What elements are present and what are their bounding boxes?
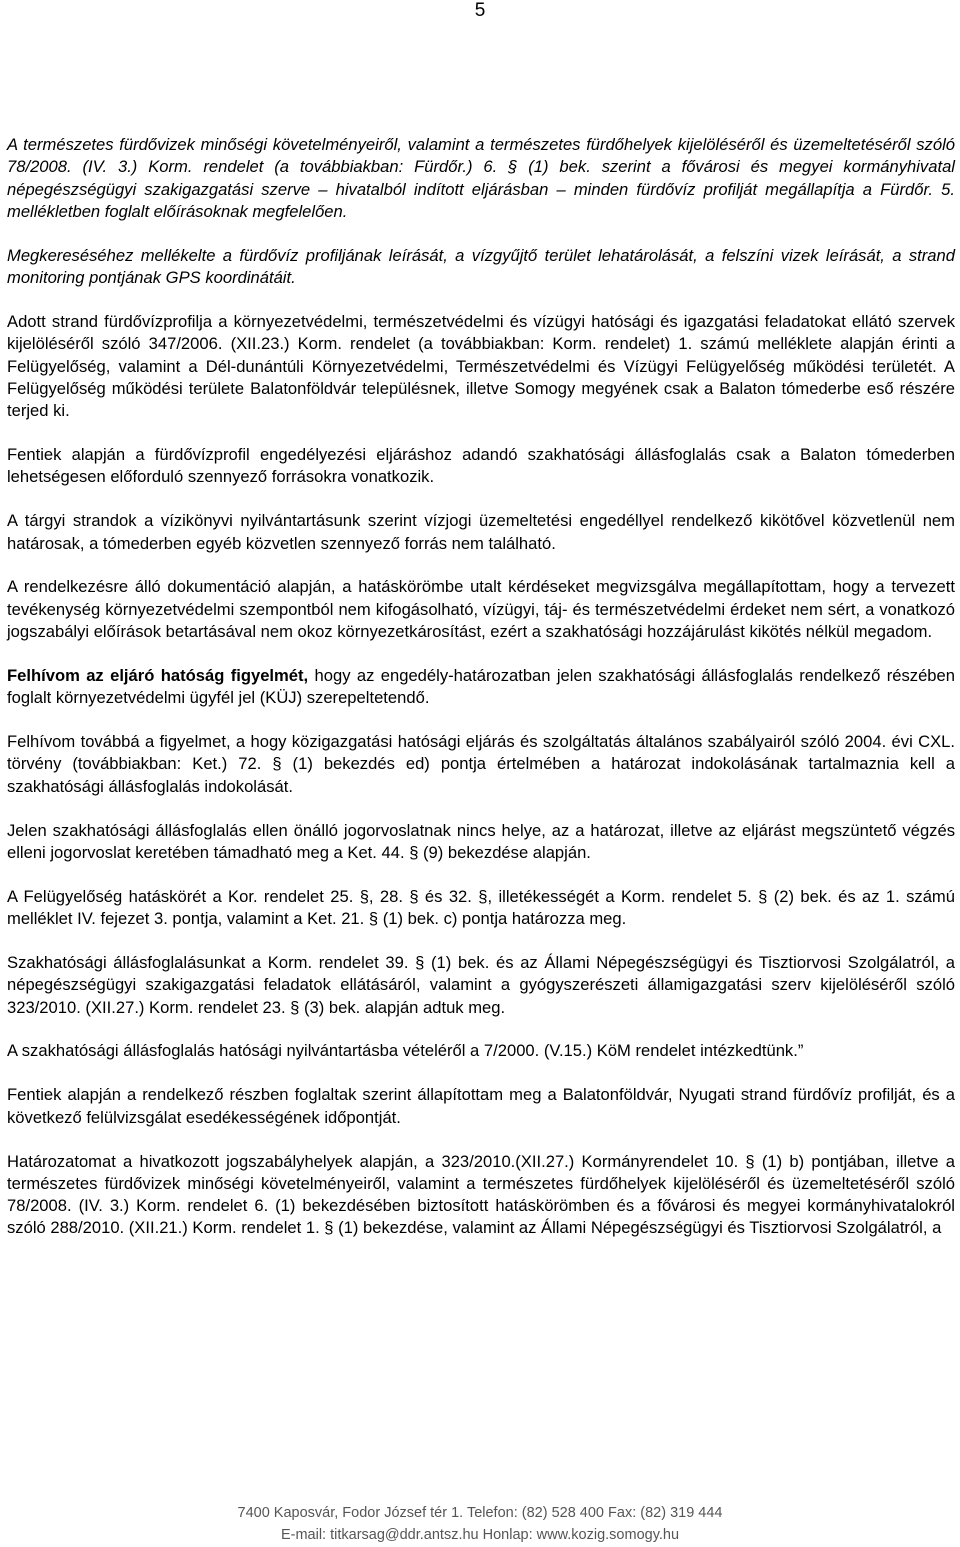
paragraph-jurisdiction: A Felügyelőség hatáskörét a Kor. rendelet 25. §, 28. § és 32. §, illetékességét a Korm. rendelet 5. § (2) bek. és az 1. számú melléklet IV. fejezet 3. pontja, valamint a Ket. 21. § (1) bek. c) pontja határozza meg. [7,886,955,929]
paragraph-legal-remedy: Jelen szakhatósági állásfoglalás ellen önálló jogorvoslatnak nincs helye, az a határozat, illetve az eljárást megszüntető végzés elleni jogorvoslat keretében támadható meg a Ket. 44. § (9) bekezdése alapján. [7,820,955,862]
paragraph-attachments: Megkereséséhez mellékelte a fürdővíz profiljának leírását, a vízgyűjtő terület lehatárolását, a felszíni vizek leírását, a strand monitoring pontjának GPS koordinátáit. [7,245,955,288]
notice-bold-lead: Felhívom az eljáró hatóság figyelmét, [7,665,309,685]
paragraph-legal-basis: A természetes fürdővizek minőségi követelményeiről, valamint a természetes fürdőhelyek kijelöléséről és üzemeltetéséről szóló 78/2008. (IV. 3.) Korm. rendelet (a továbbiakban: Fürdőr.) 6. § (1) bek. szerint a fővárosi és megyei kormányhivatal népegészségügyi szakigazgatási szerve – hivatalból indított eljárásban – minden fürdővíz profilját megállapítja a Fürdőr. 5. mellékletben foglalt előírásoknak megfelelően. [7,135,955,221]
paragraph-further-notice: Felhívom továbbá a figyelmet, a hogy közigazgatási hatósági eljárás és szolgáltatás általános szabályairól szóló 2004. évi CXL. törvény (továbbiakban: Ket.) 72. § (1) bekezdés ed) pontja értelmében a határozat indokolásának tartalmaznia kell a szakhatósági állásfoglalás indokolását. [7,732,955,796]
paragraph-authority: Határozatomat a hivatkozott jogszabályhelyek alapján, a 323/2010.(XII.27.) Kormányrendelet 10. § (1) b) pontjában, illetve a természetes fürdővizek minőségi követelményeiről, valamint a természetes fürdőhelyek kijelöléséről és üzemeltetéséről szóló 78/2008. (IV. 3.) Korm. rendelet 6. (1) bekezdésében biztosított hatáskörömben és a fővárosi és megyei kormányhivatalokról szóló 288/2010. (XII.21.) Korm. rendelet 1. § (1) bekezdése, valamint az Állami Népegészségügyi és Tisztiorvosi Szolgálatról, a [7,1151,955,1238]
paragraph-conclusion: Fentiek alapján a rendelkező részben foglaltak szerint állapítottam meg a Balatonföldvár, Nyugati strand fürdővíz profilját, és a következő felülvizsgálat esedékességének időpontját. [7,1085,955,1127]
document-body [7,134,955,1261]
paragraph-registration: A szakhatósági állásfoglalás hatósági nyilvántartásba vételéről a 7/2000. (V.15.) KöM rendelet intézkedtünk.” [7,1041,804,1061]
paragraph-scope: Fentiek alapján a fürdővízprofil engedélyezési eljáráshoz adandó szakhatósági állásfoglalás csak a Balaton tómederben lehetségesen előforduló szennyező forrásokra vonatkozik. [7,445,955,487]
paragraph-strand-status: A tárgyi strandok a vízikönyvi nyilvántartásunk szerint vízjogi üzemeltetési engedéllyel rendelkező kikötővel közvetlenül nem határosak, a tómederben egyéb közvetlen szennyező forrás nem található. [7,511,955,553]
notice-text: hogy az engedély-határozatban jelen szakhatósági állásfoglalás rendelkező részében foglalt környezetvédelmi ügyfél jel (KÜJ) szerepeltetendő. [7,665,955,708]
paragraph-findings: A rendelkezésre álló dokumentáció alapján, a hatáskörömbe utalt kérdéseket megvizsgálva megállapítottam, hogy a tervezett tevékenység környezetvédelmi szempontból nem kifogásolható, vízügyi, táj- és természetvédelmi érdeket nem sért, a vonatkozó jogszabályi előírások betartásával nem okoz környezetkárosítást, ezért a szakhatósági hozzájárulást kikötés nélkül megadom. [7,577,955,642]
paragraph-basis-of-opinion: Szakhatósági állásfoglalásunkat a Korm. rendelet 39. § (1) bek. és az Állami Népegészségügyi és Tisztiorvosi Szolgálatról, a népegészségügyi szakigazgatási feladatok ellátásáról, valamint a gyógyszerészeti államigazgatási szerv kijelöléséről szóló 323/2010. (XII.27.) Korm. rendelet 23. § (3) bek. alapján adtuk meg. [7,952,955,1017]
footer-contact: E-mail: titkarsag@ddr.antsz.hu Honlap: www.kozig.somogy.hu [280,1527,680,1543]
page-number: 5 [474,0,486,21]
footer-address: 7400 Kaposvár, Fodor József tér 1. Telefon: (82) 528 400 Fax: (82) 319 444 [237,1505,723,1521]
paragraph-notice [7,665,955,710]
paragraph-competence: Adott strand fürdővízprofilja a környezetvédelmi, természetvédelmi és vízügyi hatósági és igazgatási feladatokat ellátó szervek kijelöléséről szóló 347/2006. (XII.23.) Korm. rendelet (a továbbiakban: Korm. rendelet) 1. számú melléklete alapján érinti a Felügyelőség, valamint a Dél-dunántúli Környezetvédelmi, Természetvédelmi és Vízügyi Felügyelőség működési területét. A Felügyelőség működési területe Balatonföldvár településnek, illetve Somogy megyének csak a Balaton tómederbe eső részére terjed ki. [7,311,955,421]
